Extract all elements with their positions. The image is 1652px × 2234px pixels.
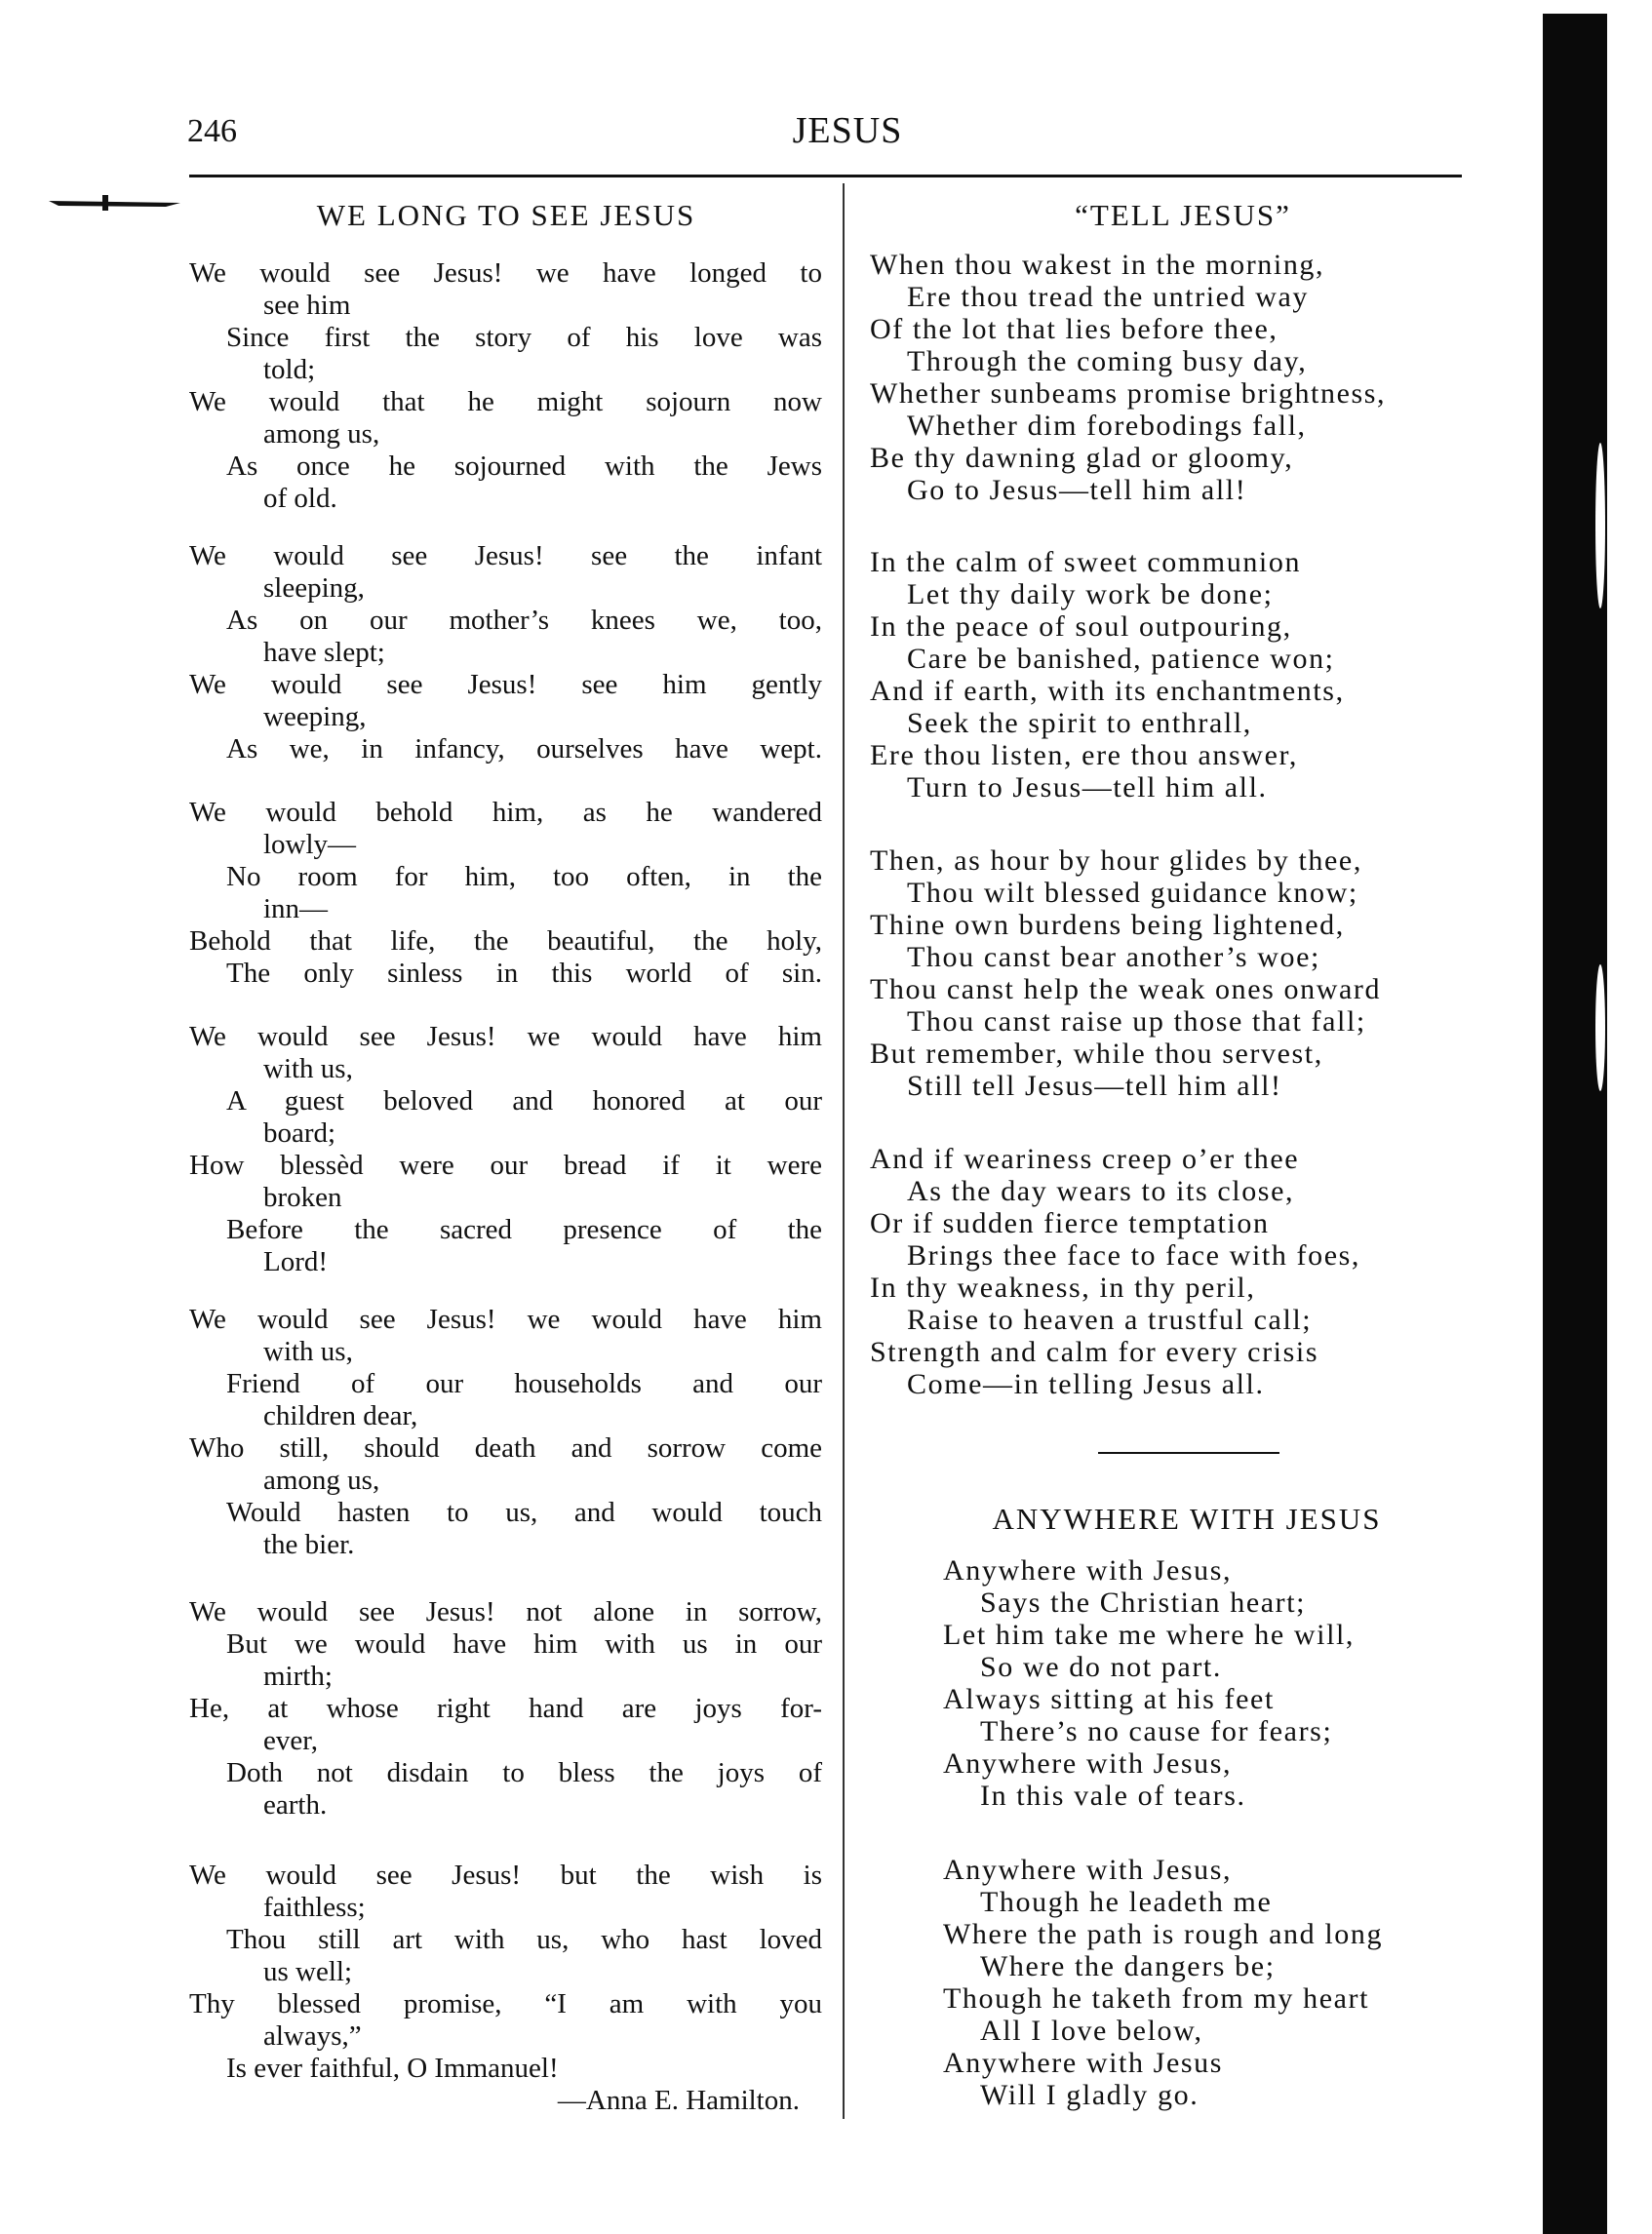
- poem-line: No room for him, too often, in the: [226, 861, 822, 892]
- poem-line: children dear,: [263, 1400, 418, 1431]
- poem-line: In thy weakness, in thy peril,: [870, 1272, 1256, 1304]
- poem-line: As on our mother’s knees we, too,: [226, 605, 822, 636]
- poem-line: Through the coming busy day,: [907, 345, 1308, 377]
- poem-line: We would see Jesus! we would have him: [189, 1021, 822, 1052]
- poem-line: But we would have him with us in our: [226, 1628, 822, 1660]
- poem-line: Thou canst raise up those that fall;: [907, 1005, 1366, 1038]
- stanza: [189, 797, 822, 990]
- poem-line: Raise to heaven a trustful call;: [907, 1304, 1313, 1336]
- stanza: [189, 1860, 822, 2117]
- poem-line: Thy blessed promise, “I am with you: [189, 1988, 822, 2019]
- poem-line: weeping,: [263, 701, 367, 732]
- poem-line: us well;: [263, 1956, 353, 1987]
- poem-line: Whether dim forebodings fall,: [907, 410, 1307, 442]
- stanza: [943, 1854, 1528, 2111]
- poem-line: Still tell Jesus—tell him all!: [907, 1070, 1282, 1102]
- poem-line: Be thy dawning glad or gloomy,: [870, 442, 1294, 474]
- poem-line: We would that he might sojourn now: [189, 386, 822, 417]
- poem-line: Where the dangers be;: [980, 1950, 1276, 1982]
- poem-line: among us,: [263, 418, 380, 450]
- poem-title-we-long-to-see-jesus: WE LONG TO SEE JESUS: [316, 198, 696, 232]
- poem-title-tell-jesus: “TELL JESUS”: [1075, 198, 1291, 232]
- running-head: JESUS: [792, 110, 903, 151]
- poem-line: And if earth, with its enchantments,: [870, 675, 1345, 707]
- poem-line: Then, as hour by hour glides by thee,: [870, 844, 1362, 877]
- poem-line: board;: [263, 1117, 336, 1149]
- poem-line: ever,: [263, 1725, 318, 1756]
- poem-line: We would see Jesus! we have longed to: [189, 257, 822, 289]
- poem-line: Come—in telling Jesus all.: [907, 1368, 1265, 1400]
- poem-line: Doth not disdain to bless the joys of: [226, 1757, 822, 1788]
- poem-line: Seek the spirit to enthrall,: [907, 707, 1252, 739]
- poem-line: Lord!: [263, 1246, 329, 1277]
- poem-line: Before the sacred presence of the: [226, 1214, 822, 1245]
- stanza: [870, 546, 1533, 803]
- poem-line: Always sitting at his feet: [943, 1683, 1275, 1715]
- poem-line: Who still, should death and sorrow come: [189, 1432, 822, 1464]
- poem-line: sleeping,: [263, 572, 365, 604]
- poem-line: Thine own burdens being lightened,: [870, 909, 1345, 941]
- poem-line: So we do not part.: [980, 1651, 1222, 1683]
- stanza: [870, 249, 1533, 506]
- poem-line: Since first the story of his love was: [226, 322, 822, 353]
- poem-line: inn—: [263, 893, 329, 924]
- poem-line: He, at whose right hand are joys for-: [189, 1693, 822, 1724]
- poem-line: mirth;: [263, 1661, 333, 1692]
- stanza: [189, 540, 822, 765]
- page-number: 246: [187, 113, 237, 149]
- poem-line: Anywhere with Jesus,: [943, 1554, 1233, 1587]
- poem-line: Where the path is rough and long: [943, 1918, 1384, 1950]
- poem-line: Is ever faithful, O Immanuel!: [226, 2053, 559, 2084]
- poem-line: Anywhere with Jesus,: [943, 1747, 1233, 1780]
- poem-line: have slept;: [263, 637, 385, 668]
- poem-line: Thou canst help the weak ones onward: [870, 973, 1382, 1005]
- poem-line: with us,: [263, 1336, 353, 1367]
- poem-line: Ere thou tread the untried way: [907, 281, 1310, 313]
- poem-line: always,”: [263, 2020, 362, 2052]
- poem-line: But remember, while thou servest,: [870, 1038, 1323, 1070]
- poem-line: see him: [263, 290, 351, 321]
- poem-line: Anywhere with Jesus: [943, 2047, 1224, 2079]
- poem-line: Though he taketh from my heart: [943, 1982, 1370, 2015]
- poem-line: Let thy daily work be done;: [907, 578, 1274, 610]
- poem-line: We would see Jesus! we would have him: [189, 1304, 822, 1335]
- poem-line: We would see Jesus! but the wish is: [189, 1860, 822, 1891]
- poem-line: faithless;: [263, 1892, 366, 1923]
- section-rule: [1098, 1452, 1279, 1454]
- poem-line: The only sinless in this world of sin.: [226, 958, 822, 989]
- poem-line: with us,: [263, 1053, 353, 1084]
- stanza: [189, 1021, 822, 1278]
- poem-line: Brings thee face to face with foes,: [907, 1239, 1360, 1272]
- column-divider: [843, 183, 845, 2119]
- poem-line: We would see Jesus! see the infant: [189, 540, 822, 571]
- poem-line: Turn to Jesus—tell him all.: [907, 771, 1268, 803]
- poem-line: Whether sunbeams promise brightness,: [870, 377, 1387, 410]
- poem-line: In the peace of soul outpouring,: [870, 610, 1292, 643]
- poem-line: Of the lot that lies before thee,: [870, 313, 1278, 345]
- poem-line: Would hasten to us, and would touch: [226, 1497, 822, 1528]
- poem-line: Go to Jesus—tell him all!: [907, 474, 1247, 506]
- poem-line: Thou wilt blessed guidance know;: [907, 877, 1358, 909]
- poem-line: When thou wakest in the morning,: [870, 249, 1325, 281]
- header-rule: [189, 175, 1462, 177]
- poem-title-anywhere-with-jesus: ANYWHERE WITH JESUS: [992, 1502, 1382, 1536]
- poem-line: Or if sudden fierce temptation: [870, 1207, 1270, 1239]
- ink-mark-icon: [49, 195, 185, 211]
- poem-line: How blessèd were our bread if it were: [189, 1150, 822, 1181]
- scan-edge-shadow: [1543, 14, 1607, 2234]
- poem-line: As once he sojourned with the Jews: [226, 451, 822, 482]
- stanza: [189, 1596, 822, 1822]
- poem-line: Strength and calm for every crisis: [870, 1336, 1319, 1368]
- poem-line: There’s no cause for fears;: [980, 1715, 1333, 1747]
- poem-attribution: —Anna E. Hamilton.: [557, 2085, 800, 2116]
- poem-line: Thou canst bear another’s woe;: [907, 941, 1320, 973]
- poem-line: In this vale of tears.: [980, 1780, 1246, 1812]
- poem-line: Thou still art with us, who hast loved: [226, 1924, 822, 1955]
- poem-line: Will I gladly go.: [980, 2079, 1200, 2111]
- stanza: [943, 1554, 1528, 1812]
- poem-line: Though he leadeth me: [980, 1886, 1273, 1918]
- stanza: [189, 257, 822, 515]
- poem-line: broken: [263, 1182, 342, 1213]
- poem-line: Friend of our households and our: [226, 1368, 822, 1399]
- poem-line: Let him take me where he will,: [943, 1619, 1356, 1651]
- poem-line: A guest beloved and honored at our: [226, 1085, 822, 1117]
- poem-line: Care be banished, patience won;: [907, 643, 1335, 675]
- poem-line: Ere thou listen, ere thou answer,: [870, 739, 1298, 771]
- stanza: [870, 844, 1533, 1102]
- poem-line: among us,: [263, 1465, 380, 1496]
- poem-line: We would see Jesus! not alone in sorrow,: [189, 1596, 822, 1627]
- poem-line: Behold that life, the beautiful, the holy,: [189, 925, 822, 957]
- poem-line: Anywhere with Jesus,: [943, 1854, 1233, 1886]
- poem-line: earth.: [263, 1789, 328, 1821]
- stanza: [189, 1304, 822, 1561]
- poem-line: We would see Jesus! see him gently: [189, 669, 822, 700]
- poem-line: told;: [263, 354, 316, 385]
- stanza: [870, 1143, 1533, 1400]
- poem-line: Says the Christian heart;: [980, 1587, 1307, 1619]
- poem-line: of old.: [263, 483, 337, 514]
- poem-line: lowly—: [263, 829, 357, 860]
- poem-line: All I love below,: [980, 2015, 1203, 2047]
- poem-line: the bier.: [263, 1529, 355, 1560]
- poem-line: We would behold him, as he wandered: [189, 797, 822, 828]
- poem-line: And if weariness creep o’er thee: [870, 1143, 1300, 1175]
- poem-line: As we, in infancy, ourselves have wept.: [226, 733, 822, 764]
- poem-line: In the calm of sweet communion: [870, 546, 1302, 578]
- poem-line: As the day wears to its close,: [907, 1175, 1295, 1207]
